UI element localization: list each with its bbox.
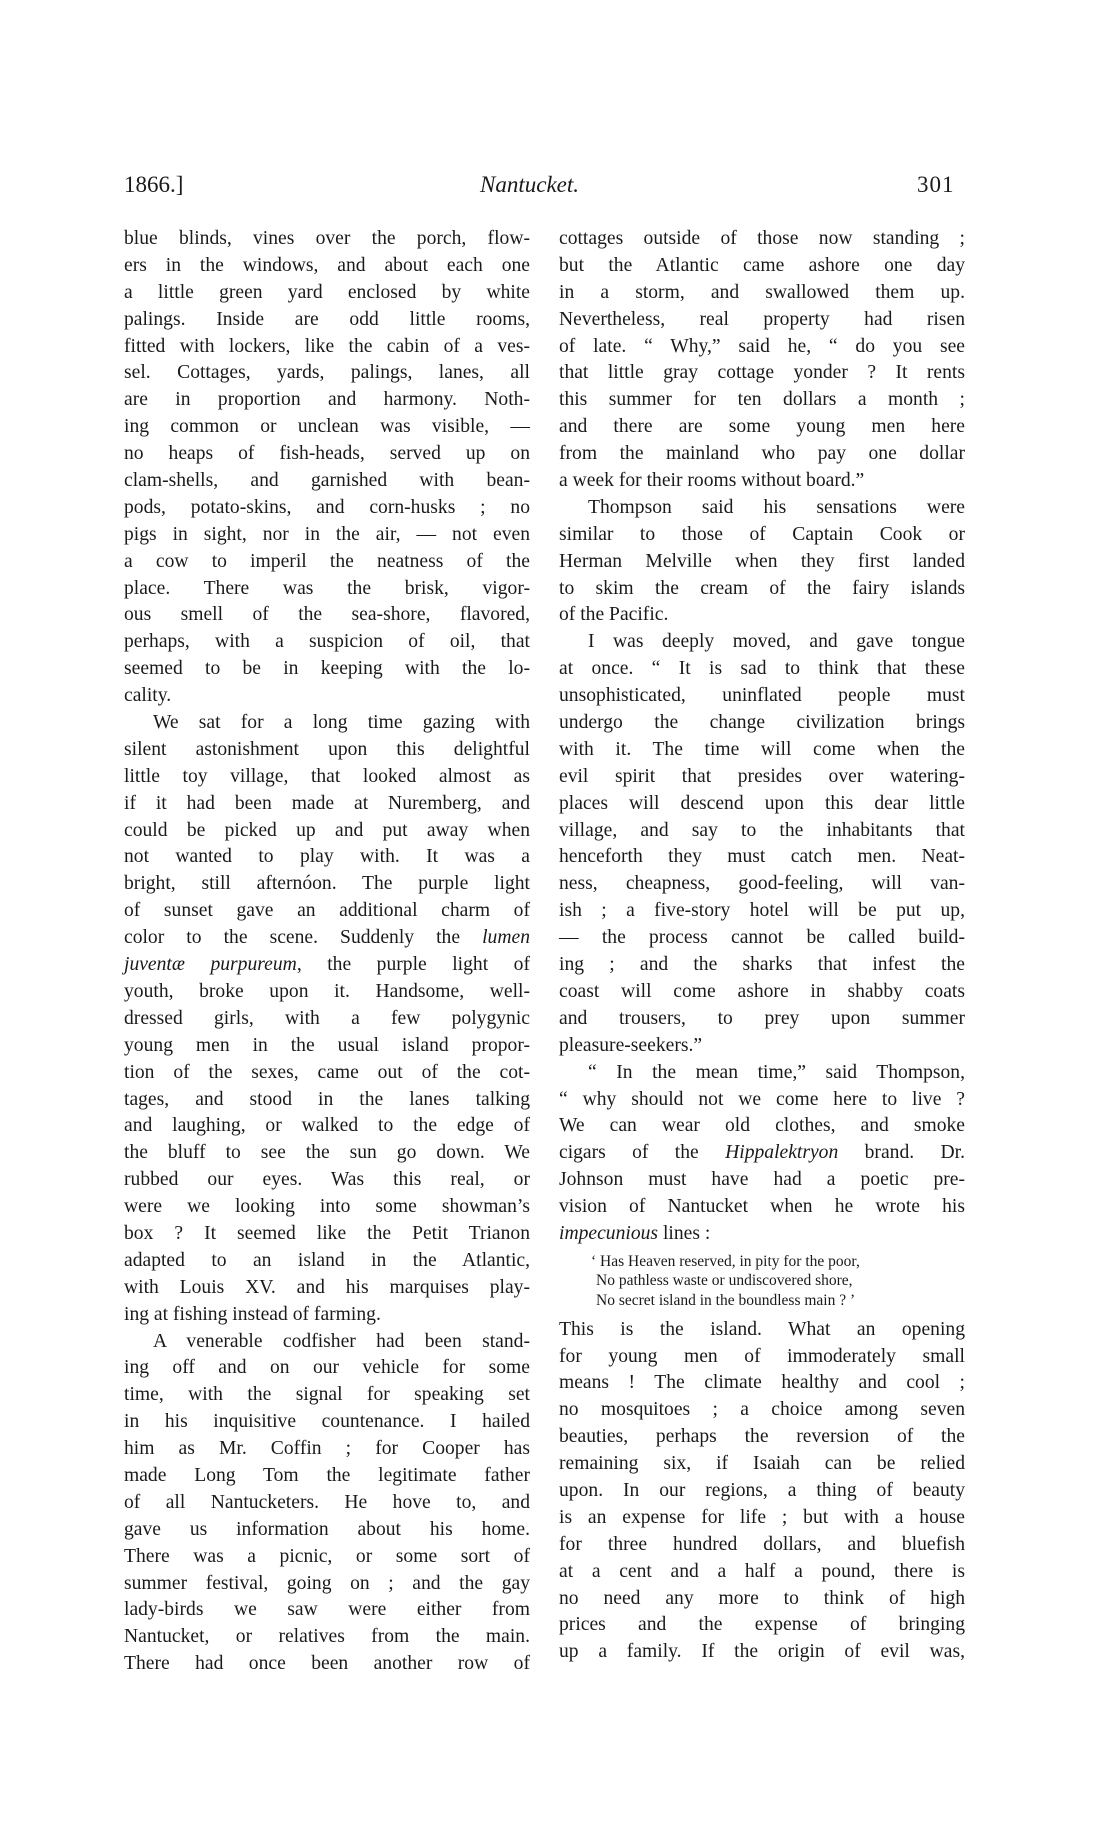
text-line: similar to those of Captain Cook or <box>559 523 965 545</box>
text-line: a week for their rooms without board.” <box>559 470 865 492</box>
text-line: remaining six, if Isaiah can be relied <box>559 1453 965 1475</box>
text-fragment: brand. Dr. <box>838 1142 965 1164</box>
text-line: pleasure-seekers.” <box>559 1034 703 1056</box>
text-line: cality. <box>124 685 172 707</box>
text-line: ous smell of the sea-shore, flavored, <box>124 604 530 626</box>
text-line: were we looking into some showman’s <box>124 1196 530 1218</box>
text-line: undergo the change civilization brings <box>559 712 965 734</box>
text-fragment: , the purple light of <box>296 954 530 976</box>
italic-phrase: lumen <box>482 927 530 949</box>
text-line: the bluff to see the sun go down. We <box>124 1142 530 1164</box>
text-line: unsophisticated, uninflated people must <box>559 685 965 707</box>
paragraph-start-line: “ In the mean time,” said Thompson, <box>588 1061 965 1083</box>
text-line: adapted to an island in the Atlantic, <box>124 1249 530 1271</box>
right-column <box>559 226 965 1666</box>
text-line: him as Mr. Coffin ; for Cooper has <box>124 1438 530 1460</box>
text-line: bright, still afternóon. The purple light <box>124 873 530 895</box>
text-line <box>559 1140 965 1167</box>
text-line: palings. Inside are odd little rooms, <box>124 308 530 330</box>
text-line: silent astonishment upon this delightful <box>124 738 530 760</box>
header-title: Nantucket. <box>480 172 579 197</box>
text-line: Nevertheless, real property had risen <box>559 308 965 330</box>
text-line: dressed girls, with a few polygynic <box>124 1007 530 1029</box>
text-line: in a storm, and swallowed them up. <box>559 281 965 303</box>
text-line <box>124 925 530 952</box>
paragraph-start-line: I was deeply moved, and gave tongue <box>588 631 965 653</box>
text-line: no heaps of fish-heads, served up on <box>124 443 530 465</box>
text-line: cottages outside of those now standing ; <box>559 228 965 249</box>
text-line: and trousers, to prey upon summer <box>559 1007 965 1029</box>
text-line: little toy village, that looked almost as <box>124 765 530 787</box>
text-line: ing at fishing instead of farming. <box>124 1303 381 1325</box>
text-line: lady-birds we saw were either from <box>124 1599 530 1621</box>
text-line: — the process cannot be called build- <box>559 927 965 949</box>
text-line: a little green yard enclosed by white <box>124 281 530 303</box>
paragraph-start-line: A venerable codfisher had been stand- <box>153 1330 530 1352</box>
text-line: ing off and on our vehicle for some <box>124 1357 530 1379</box>
text-line: that little gray cottage yonder ? It rents <box>559 362 965 384</box>
text-line: no mosquitoes ; a choice among seven <box>559 1399 965 1421</box>
text-line: pigs in sight, nor in the air, — not even <box>124 523 530 545</box>
text-line: from the mainland who pay one dollar <box>559 443 965 465</box>
text-line: at once. “ It is sad to think that these <box>559 658 965 680</box>
italic-phrase: juventæ purpureum <box>124 954 297 976</box>
text-line: coast will come ashore in shabby coats <box>559 980 965 1002</box>
text-line: We can wear old clothes, and smoke <box>559 1115 965 1137</box>
text-line: could be picked up and put away when <box>124 819 530 841</box>
text-line: of late. “ Why,” said he, “ do you see <box>559 335 965 357</box>
text-line: is an expense for life ; but with a house <box>559 1506 965 1528</box>
text-line: means ! The climate healthy and cool ; <box>559 1372 965 1394</box>
text-line <box>124 952 530 979</box>
text-line: with it. The time will come when the <box>559 738 965 760</box>
text-line: and laughing, or walked to the edge of <box>124 1115 530 1137</box>
text-line: ing ; and the sharks that infest the <box>559 954 965 976</box>
text-line: tion of the sexes, came out of the cot- <box>124 1061 530 1083</box>
text-line: upon. In our regions, a thing of beauty <box>559 1479 965 1501</box>
text-line: ness, cheapness, good-feeling, will van- <box>559 873 965 895</box>
text-line: for three hundred dollars, and bluefish <box>559 1533 965 1555</box>
running-head <box>0 172 1120 204</box>
text-line: not wanted to play with. It was a <box>124 846 530 868</box>
poem-line: No secret island in the boundless main ? ’ <box>596 1292 856 1310</box>
left-column <box>124 226 530 1678</box>
text-line: up a family. If the origin of evil was, <box>559 1641 965 1663</box>
italic-word: impecunious <box>559 1222 659 1244</box>
text-line: at a cent and a half a pound, there is <box>559 1560 965 1582</box>
paragraph-start-line: We sat for a long time gazing with <box>153 712 530 734</box>
text-line: place. There was the brisk, vigor- <box>124 577 530 599</box>
text-line: this summer for ten dollars a month ; <box>559 389 965 411</box>
page-number: 301 <box>917 172 955 197</box>
text-line: with Louis XV. and his marquises play- <box>124 1276 530 1298</box>
text-line: pods, potato-skins, and corn-husks ; no <box>124 496 530 518</box>
text-line: perhaps, with a suspicion of oil, that <box>124 631 530 653</box>
text-line: of the Pacific. <box>559 604 669 626</box>
text-line: if it had been made at Nuremberg, and <box>124 792 530 814</box>
paragraph-start-line: Thompson said his sensations were <box>588 496 965 518</box>
text-fragment: color to the scene. Suddenly the <box>124 927 483 949</box>
text-line: youth, broke upon it. Handsome, well- <box>124 980 530 1002</box>
text-line: are in proportion and harmony. Noth- <box>124 389 530 411</box>
text-line: There had once been another row of <box>124 1653 530 1675</box>
text-line: gave us information about his home. <box>124 1518 530 1540</box>
text-line: ers in the windows, and about each one <box>124 254 530 276</box>
text-line: beauties, perhaps the reversion of the <box>559 1426 965 1448</box>
text-line: ing common or unclean was visible, — <box>124 416 530 438</box>
text-line: rubbed our eyes. Was this real, or <box>124 1169 530 1191</box>
text-line: of sunset gave an additional charm of <box>124 900 530 922</box>
text-line: Nantucket, or relatives from the main. <box>124 1626 530 1648</box>
text-line: prices and the expense of bringing <box>559 1614 965 1636</box>
text-line: seemed to be in keeping with the lo- <box>124 658 530 680</box>
text-line: henceforth they must catch men. Neat- <box>559 846 965 868</box>
text-line: to skim the cream of the fairy islands <box>559 577 965 599</box>
header-year: 1866.] <box>124 172 184 197</box>
italic-word: Hippalektryon <box>725 1142 839 1164</box>
text-line: Herman Melville when they first landed <box>559 550 965 572</box>
text-line: This is the island. What an opening <box>559 1318 965 1340</box>
text-line: time, with the signal for speaking set <box>124 1384 530 1406</box>
text-line: tages, and stood in the lanes talking <box>124 1088 530 1110</box>
text-line: box ? It seemed like the Petit Trianon <box>124 1222 530 1244</box>
text-line: in his inquisitive countenance. I hailed <box>124 1411 530 1433</box>
text-line: “ why should not we come here to live ? <box>559 1088 965 1110</box>
text-line: Johnson must have had a poetic pre- <box>559 1169 965 1191</box>
text-line: no need any more to think of high <box>559 1587 965 1609</box>
poem-quotation <box>559 1248 965 1317</box>
text-line: young men in the usual island propor- <box>124 1034 530 1056</box>
text-line: but the Atlantic came ashore one day <box>559 254 965 276</box>
text-line: evil spirit that presides over watering- <box>559 765 965 787</box>
text-line: village, and say to the inhabitants that <box>559 819 965 841</box>
text-line: a cow to imperil the neatness of the <box>124 550 530 572</box>
text-line: fitted with lockers, like the cabin of a ves- <box>124 335 530 357</box>
text-line <box>559 1221 965 1248</box>
text-line: summer festival, going on ; and the gay <box>124 1572 530 1594</box>
text-line: vision of Nantucket when he wrote his <box>559 1196 965 1218</box>
text-line: places will descend upon this dear little <box>559 792 965 814</box>
text-line: blue blinds, vines over the porch, flow- <box>124 228 530 249</box>
text-line: sel. Cottages, yards, palings, lanes, all <box>124 362 530 384</box>
text-line: ish ; a five-story hotel will be put up, <box>559 900 965 922</box>
poem-line: No pathless waste or undiscovered shore, <box>596 1272 853 1290</box>
text-line: for young men of immoderately small <box>559 1345 965 1367</box>
poem-line: ‘ Has Heaven reserved, in pity for the poor, <box>591 1252 860 1270</box>
text-line: clam-shells, and garnished with bean- <box>124 470 530 492</box>
text-line: and there are some young men here <box>559 416 965 438</box>
text-line: made Long Tom the legitimate father <box>124 1464 530 1486</box>
text-line: of all Nantucketers. He hove to, and <box>124 1491 530 1513</box>
text-fragment: lines : <box>658 1222 711 1244</box>
text-fragment: cigars of the <box>559 1142 726 1164</box>
text-line: There was a picnic, or some sort of <box>124 1545 530 1567</box>
